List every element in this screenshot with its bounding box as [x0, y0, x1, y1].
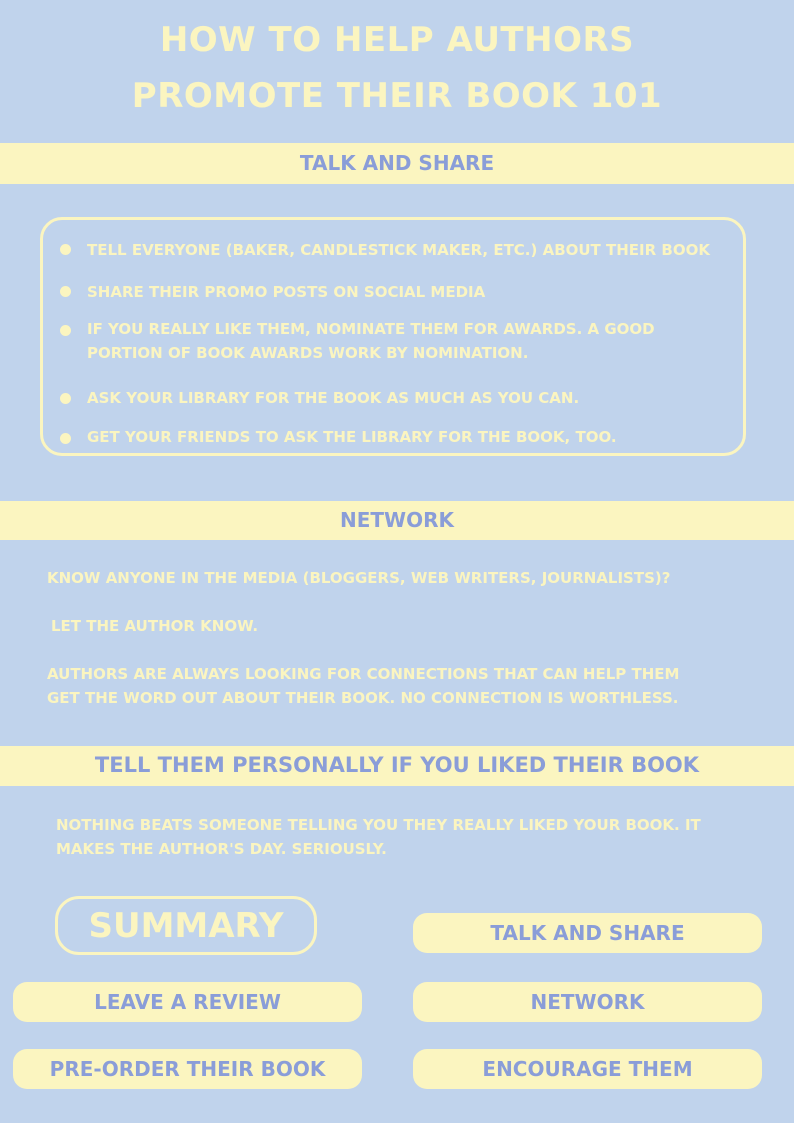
summary-label: SUMMARY — [55, 896, 317, 955]
summary-pill-pre-order: PRE-ORDER THEIR BOOK — [13, 1049, 362, 1089]
tell-them-paragraph-line: MAKES THE AUTHOR'S DAY. SERIOUSLY. — [56, 840, 387, 858]
summary-pill-encourage-them: ENCOURAGE THEM — [413, 1049, 762, 1089]
page-title-line-2: PROMOTE THEIR BOOK 101 — [131, 76, 663, 116]
section-heading-network: NETWORK — [339, 508, 454, 532]
network-paragraph-line: KNOW ANYONE IN THE MEDIA (BLOGGERS, WEB WRITERS, JOURNALISTS)? — [47, 569, 671, 587]
section-heading-talk-and-share: TALK AND SHARE — [299, 151, 495, 175]
section-band-network — [0, 501, 794, 540]
bullet-text: ASK YOUR LIBRARY FOR THE BOOK AS MUCH AS YOU CAN. — [87, 389, 580, 407]
bullet-dot — [60, 244, 71, 255]
section-band-tell-them — [0, 746, 794, 786]
summary-pill-network: NETWORK — [413, 982, 762, 1022]
section-band-talk-and-share — [0, 143, 794, 184]
page-title-line-1: HOW TO HELP AUTHORS — [159, 20, 635, 60]
bullet-text: GET YOUR FRIENDS TO ASK THE LIBRARY FOR THE BOOK, TOO. — [87, 428, 617, 446]
bullet-dot — [60, 286, 71, 297]
bullet-dot — [60, 393, 71, 404]
bullet-text: SHARE THEIR PROMO POSTS ON SOCIAL MEDIA — [87, 283, 486, 301]
network-paragraph-line: GET THE WORD OUT ABOUT THEIR BOOK. NO CONNECTION IS WORTHLESS. — [47, 689, 679, 707]
bullet-dot — [60, 325, 71, 336]
network-paragraph-line: AUTHORS ARE ALWAYS LOOKING FOR CONNECTIONS THAT CAN HELP THEM — [47, 665, 680, 683]
tell-them-paragraph-line: NOTHING BEATS SOMEONE TELLING YOU THEY REALLY LIKED YOUR BOOK. IT — [56, 816, 701, 834]
network-paragraph-line: LET THE AUTHOR KNOW. — [51, 617, 259, 635]
bullet-text: IF YOU REALLY LIKE THEM, NOMINATE THEM FOR AWARDS. A GOOD — [87, 320, 655, 338]
summary-pill-talk-and-share: TALK AND SHARE — [413, 913, 762, 953]
section-heading-tell-them: TELL THEM PERSONALLY IF YOU LIKED THEIR BOOK — [94, 753, 700, 777]
bullet-text: TELL EVERYONE (BAKER, CANDLESTICK MAKER, ETC.) ABOUT THEIR BOOK — [87, 241, 710, 259]
bullet-dot — [60, 433, 71, 444]
summary-pill-leave-a-review: LEAVE A REVIEW — [13, 982, 362, 1022]
bullet-text-continued: PORTION OF BOOK AWARDS WORK BY NOMINATION. — [87, 344, 529, 362]
